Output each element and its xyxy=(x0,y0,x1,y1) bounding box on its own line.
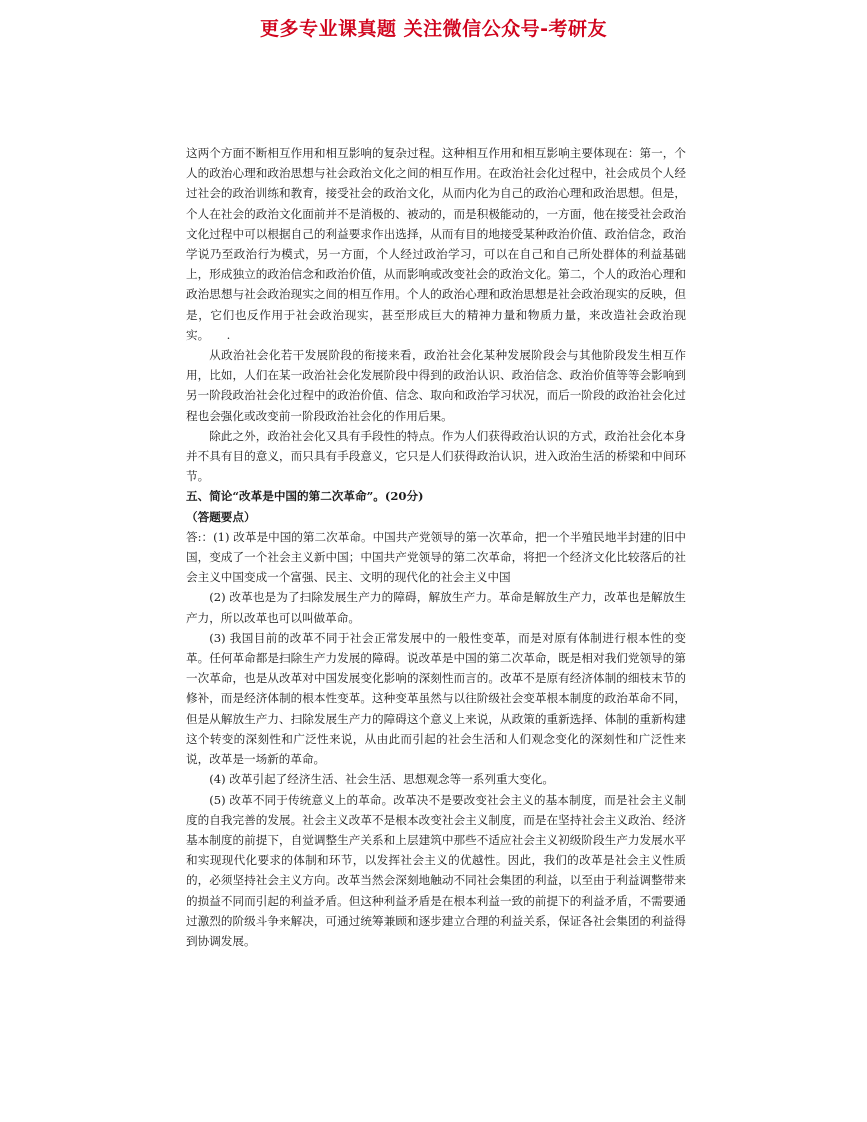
answer-point-1: 答:：(1) 改革是中国的第二次革命。中国共产党领导的第一次革命，把一个半殖民地半封建的旧中国，变成了一个社会主义新中国；中国共产党领导的第二次革命，将把一个经济文化比较落后的社会主义中国变成一个富强、民主、文明的现代化的社会主义中国 xyxy=(186,529,686,585)
promo-banner: 更多专业课真题 关注微信公众号-考研友 xyxy=(259,18,607,40)
answer-point-4: (4) 改革引起了经济生活、社会生活、思想观念等一系列重大变化。 xyxy=(209,772,554,787)
section-heading: 五、简论“改革是中国的第二次革命”。(20分) xyxy=(186,489,424,504)
document-body xyxy=(186,143,686,951)
paragraph: 除此之外，政治社会化又具有手段性的特点。作为人们获得政治认识的方式，政治社会化本身并不具有目的意义，而只具有手段意义，它只是人们获得政治认识，进入政治生活的桥梁和中间环节。 xyxy=(186,428,686,484)
answer-point-2: (2) 改革也是为了扫除发展生产力的障碍，解放生产力。革命是解放生产力，改革也是解放生产力，所以改革也可以叫做革命。 xyxy=(186,590,686,625)
paragraph: 这两个方面不断相互作用和相互影响的复杂过程。这种相互作用和相互影响主要体现在：第一，个人的政治心理和政治思想与社会政治文化之间的相互作用。在政治社会化过程中，社会成员个人经过社会的政治训练和教育，接受社会的政治文化，从而内化为自己的政治心理和政治思想。但是，个人在社会的政治文化面前并不是消极的、被动的，而是积极能动的，一方面，他在接受社会政治文化过程中可以根据自己的利益要求作出选择，从而有目的地接受某种政治价值、政治信念，政治学说乃至政治行为模式，另一方面，个人经过政治学习，可以在自己和自己所处群体的利益基础上，形成独立的政治信念和政治价值，从而影响或改变社会的政治文化。第二，个人的政治心理和政治思想与社会政治现实之间的相互作用。个人的政治心理和政治思想是社会政治现实的反映，但是，它们也反作用于社会政治现实，甚至形成巨大的精神力量和物质力量，来改造社会政治现实。 . xyxy=(186,146,686,342)
paragraph: 从政治社会化若干发展阶段的衔接来看，政治社会化某种发展阶段会与其他阶段发生相互作用，比如，人们在某一政治社会化发展阶段中得到的政治认识、政治信念、政治价值等等会影响到另一阶段政治社会化过程中的政治价值、信念、取向和政治学习状况，而后一阶段的政治社会化过程也会强化或改变前一阶段政治社会化的作用后果。 xyxy=(186,348,686,423)
answer-key-heading: （答题要点） xyxy=(186,509,256,524)
answer-point-5: (5) 改革不同于传统意义上的革命。改革决不是要改变社会主义的基本制度，而是社会主义制度的自我完善的发展。社会主义改革不是根本改变社会主义制度，而是在坚持社会主义政治、经济基本制度的前提下，自觉调整生产关系和上层建筑中那些不适应社会主义初级阶段生产力发展水平和实现现代化要求的体制和环节，以发挥社会主义的优越性。因此，我们的改革是社会主义性质的，必须坚持社会主义方向。改革当然会深刻地触动不同社会集团的利益，以至由于利益调整带来的损益不同而引起的利益矛盾。但这种利益矛盾是在根本利益一致的前提下的利益矛盾，不需要通过激烈的阶级斗争来解决，可通过统筹兼顾和逐步建立合理的利益关系，保证各社会集团的利益得到协调发展。 xyxy=(186,792,686,948)
answer-point-3: (3) 我国目前的改革不同于社会正常发展中的一般性变革，而是对原有体制进行根本性的变革。任何革命都是扫除生产力发展的障碍。说改革是中国的第二次革命，既是相对我们党领导的第一次革命，也是从改革对中国发展变化影响的深刻性而言的。改革不是原有经济体制的细枝末节的修补，而是经济体制的根本性变革。这种变革虽然与以往阶级社会变革根本制度的政治革命不同，但是从解放生产力、扫除发展生产力的障碍这个意义上来说，从政策的重新选择、体制的重新构建这个转变的深刻性和广泛性来说，从由此而引起的社会生活和人们观念变化的深刻性和广泛性来说，改革是一场新的革命。 xyxy=(186,630,686,767)
